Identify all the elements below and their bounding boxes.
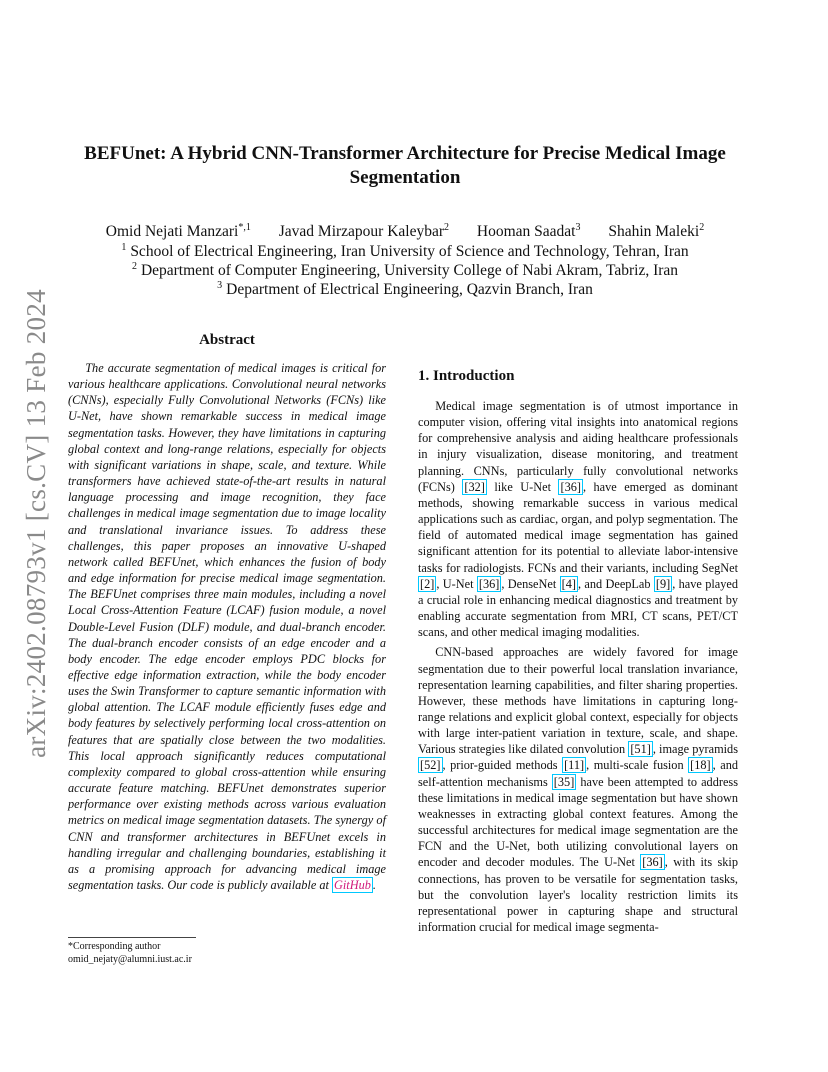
author-1: Omid Nejati Manzari$^{*,1}$	[105, 222, 251, 241]
citation-link[interactable]: [51]	[630, 742, 651, 757]
citation-link[interactable]: [2]	[420, 576, 435, 591]
footnote	[68, 940, 386, 966]
author-4: Shahin Maleki$^2$	[608, 222, 705, 241]
abstract-body: The accurate segmentation of medical images is critical for various healthcare applications. Convolutional neural networks (CNNs), especially Fully Convolutional Networks (FCNs) like U-Net, have shown remarkable success in medical image segmentation tasks. However, they have limitations in capturing global context and long-range relations, especially for objects with significant variations in shape, scale, and texture. While transformers have achieved state-of-the-art results in natural language processing and image recognition, they face challenges in medical image segmentation due to image locality and translational invariance issues. To address these challenges, this paper proposes an innovative U-shaped network called BEFUnet, which enhances the fusion of body and edge information for precise medical image segmentation. The BEFUnet comprises three main modules, including a novel Local Cross-Attention Feature (LCAF) fusion module, a novel Double-Level Fusion (DLF) module, and dual-branch encoder. The dual-branch encoder consists of an edge encoder and a body encoder. The edge encoder employs PDC blocks for effective edge information extraction, while the body encoder uses the Swin Transformer to capture semantic information with global attention. The LCAF module efficiently fuses edge and body features by selectively performing local cross-attention on features that are spatially close between the two modalities. This local approach significantly reduces computational complexity compared to global cross-attention while ensuring accurate feature matching. BEFUnet demonstrates superior performance over existing methods across various evaluation metrics on medical image segmentation datasets. The synergy of CNN and transformer architectures in BEFUnet excels in handling irregular and challenging boundaries, establishing it as a promising approach for advancing medical image segmentation tasks. Our code is publicly available at GitHub .	[68, 361, 386, 892]
affiliation-1: $^1$ School of Electrical Engineering, Iran University of Science and Technology, Tehran, Iran	[121, 242, 689, 261]
arxiv-stamp	[20, 288, 52, 758]
citation-link[interactable]: [36]	[478, 576, 500, 591]
introduction-heading: 1. Introduction	[418, 368, 515, 384]
citation-link[interactable]: [11]	[564, 758, 585, 773]
arxiv-id: arXiv:2402.08793v1 [cs.CV] 13 Feb 2024	[20, 288, 51, 758]
footnote-email: omid_nejaty@alumni.iust.ac.ir	[68, 954, 192, 965]
author-2: Javad Mirzapour Kaleybar$^2$	[278, 222, 450, 241]
affiliation-2: $^2$ Department of Computer Engineering, University College of Nabi Akram, Tabriz, Iran	[131, 261, 679, 280]
intro-paragraph-2: CNN-based approaches are widely favored for image segmentation due to their powerful local translation invariance, representation learning capabilities, and filter sharing properties. However, these methods have limitations in capturing long-range relations and explicit global context, especially for objects with large inter-patient variation in texture, scale, and shape. Various strategies like dilated convolution [51] , image pyramids [52] , prior-guided methods [11] , multi-scale fusion [18] , and self-attention mechanisms [35] have been attempted to address these limitations in medical image segmentation but have shown weaknesses in extracting global context features. Among the successful architectures for medical image segmentation are the FCN and the U-Net, both utilizing convolutional layers on encoder and decoder modules. The U-Net [36] , with its skip connections, has proven to be versatile for segmentation tasks, but the convolution layer's locality restriction limits its representational power in capturing shape and structural information crucial for medical image segmenta-	[418, 645, 738, 934]
citation-link[interactable]: [52]	[420, 758, 441, 773]
paper-title: BEFUnet: A Hybrid CNN-Transformer Architecture for Precise Medical Image Segmentation	[84, 143, 726, 188]
github-link[interactable]: GitHub	[334, 878, 371, 892]
citation-link[interactable]: [32]	[464, 479, 485, 494]
citation-link[interactable]: [35]	[553, 774, 575, 789]
introduction-body	[418, 398, 738, 935]
abstract-heading: Abstract	[199, 332, 255, 348]
footnote-rule	[68, 937, 196, 938]
footnote-corresponding: *Corresponding author	[68, 941, 161, 952]
citation-link[interactable]: [9]	[655, 576, 671, 591]
citation-link[interactable]: [36]	[642, 855, 663, 870]
citation-link[interactable]: [36]	[560, 479, 581, 494]
affiliation-3: $^3$ Department of Electrical Engineering, Qazvin Branch, Iran	[217, 280, 593, 299]
citation-link[interactable]: [4]	[561, 576, 576, 591]
author-3: Hooman Saadat$^3$	[476, 222, 581, 241]
citation-link[interactable]: [18]	[690, 758, 711, 773]
intro-paragraph-1: Medical image segmentation is of utmost importance in computer vision, offering vital insights into anatomical regions for comprehensive analysis and aiding healthcare professionals in injury visualization, disease monitoring, and treatment planning. CNNs, particularly fully convolutional networks (FCNs) [32] like U-Net [36] , have emerged as dominant methods, showing remarkable success in various medical applications such as cardiac, organ, and polyp segmentation. The field of automated medical image segmentation has gained significant attention for its potential to alleviate labor-intensive tasks for radiologists. FCNs and their variants, including SegNet [2] , U-Net [36] , DenseNet [4] , and DeepLab [9] , have played a crucial role in enhancing medical diagnostics and treatment by enabling accurate segmentation from MRI, CT scans, PET/CT scans, and other medical imaging modalities.	[418, 399, 738, 640]
